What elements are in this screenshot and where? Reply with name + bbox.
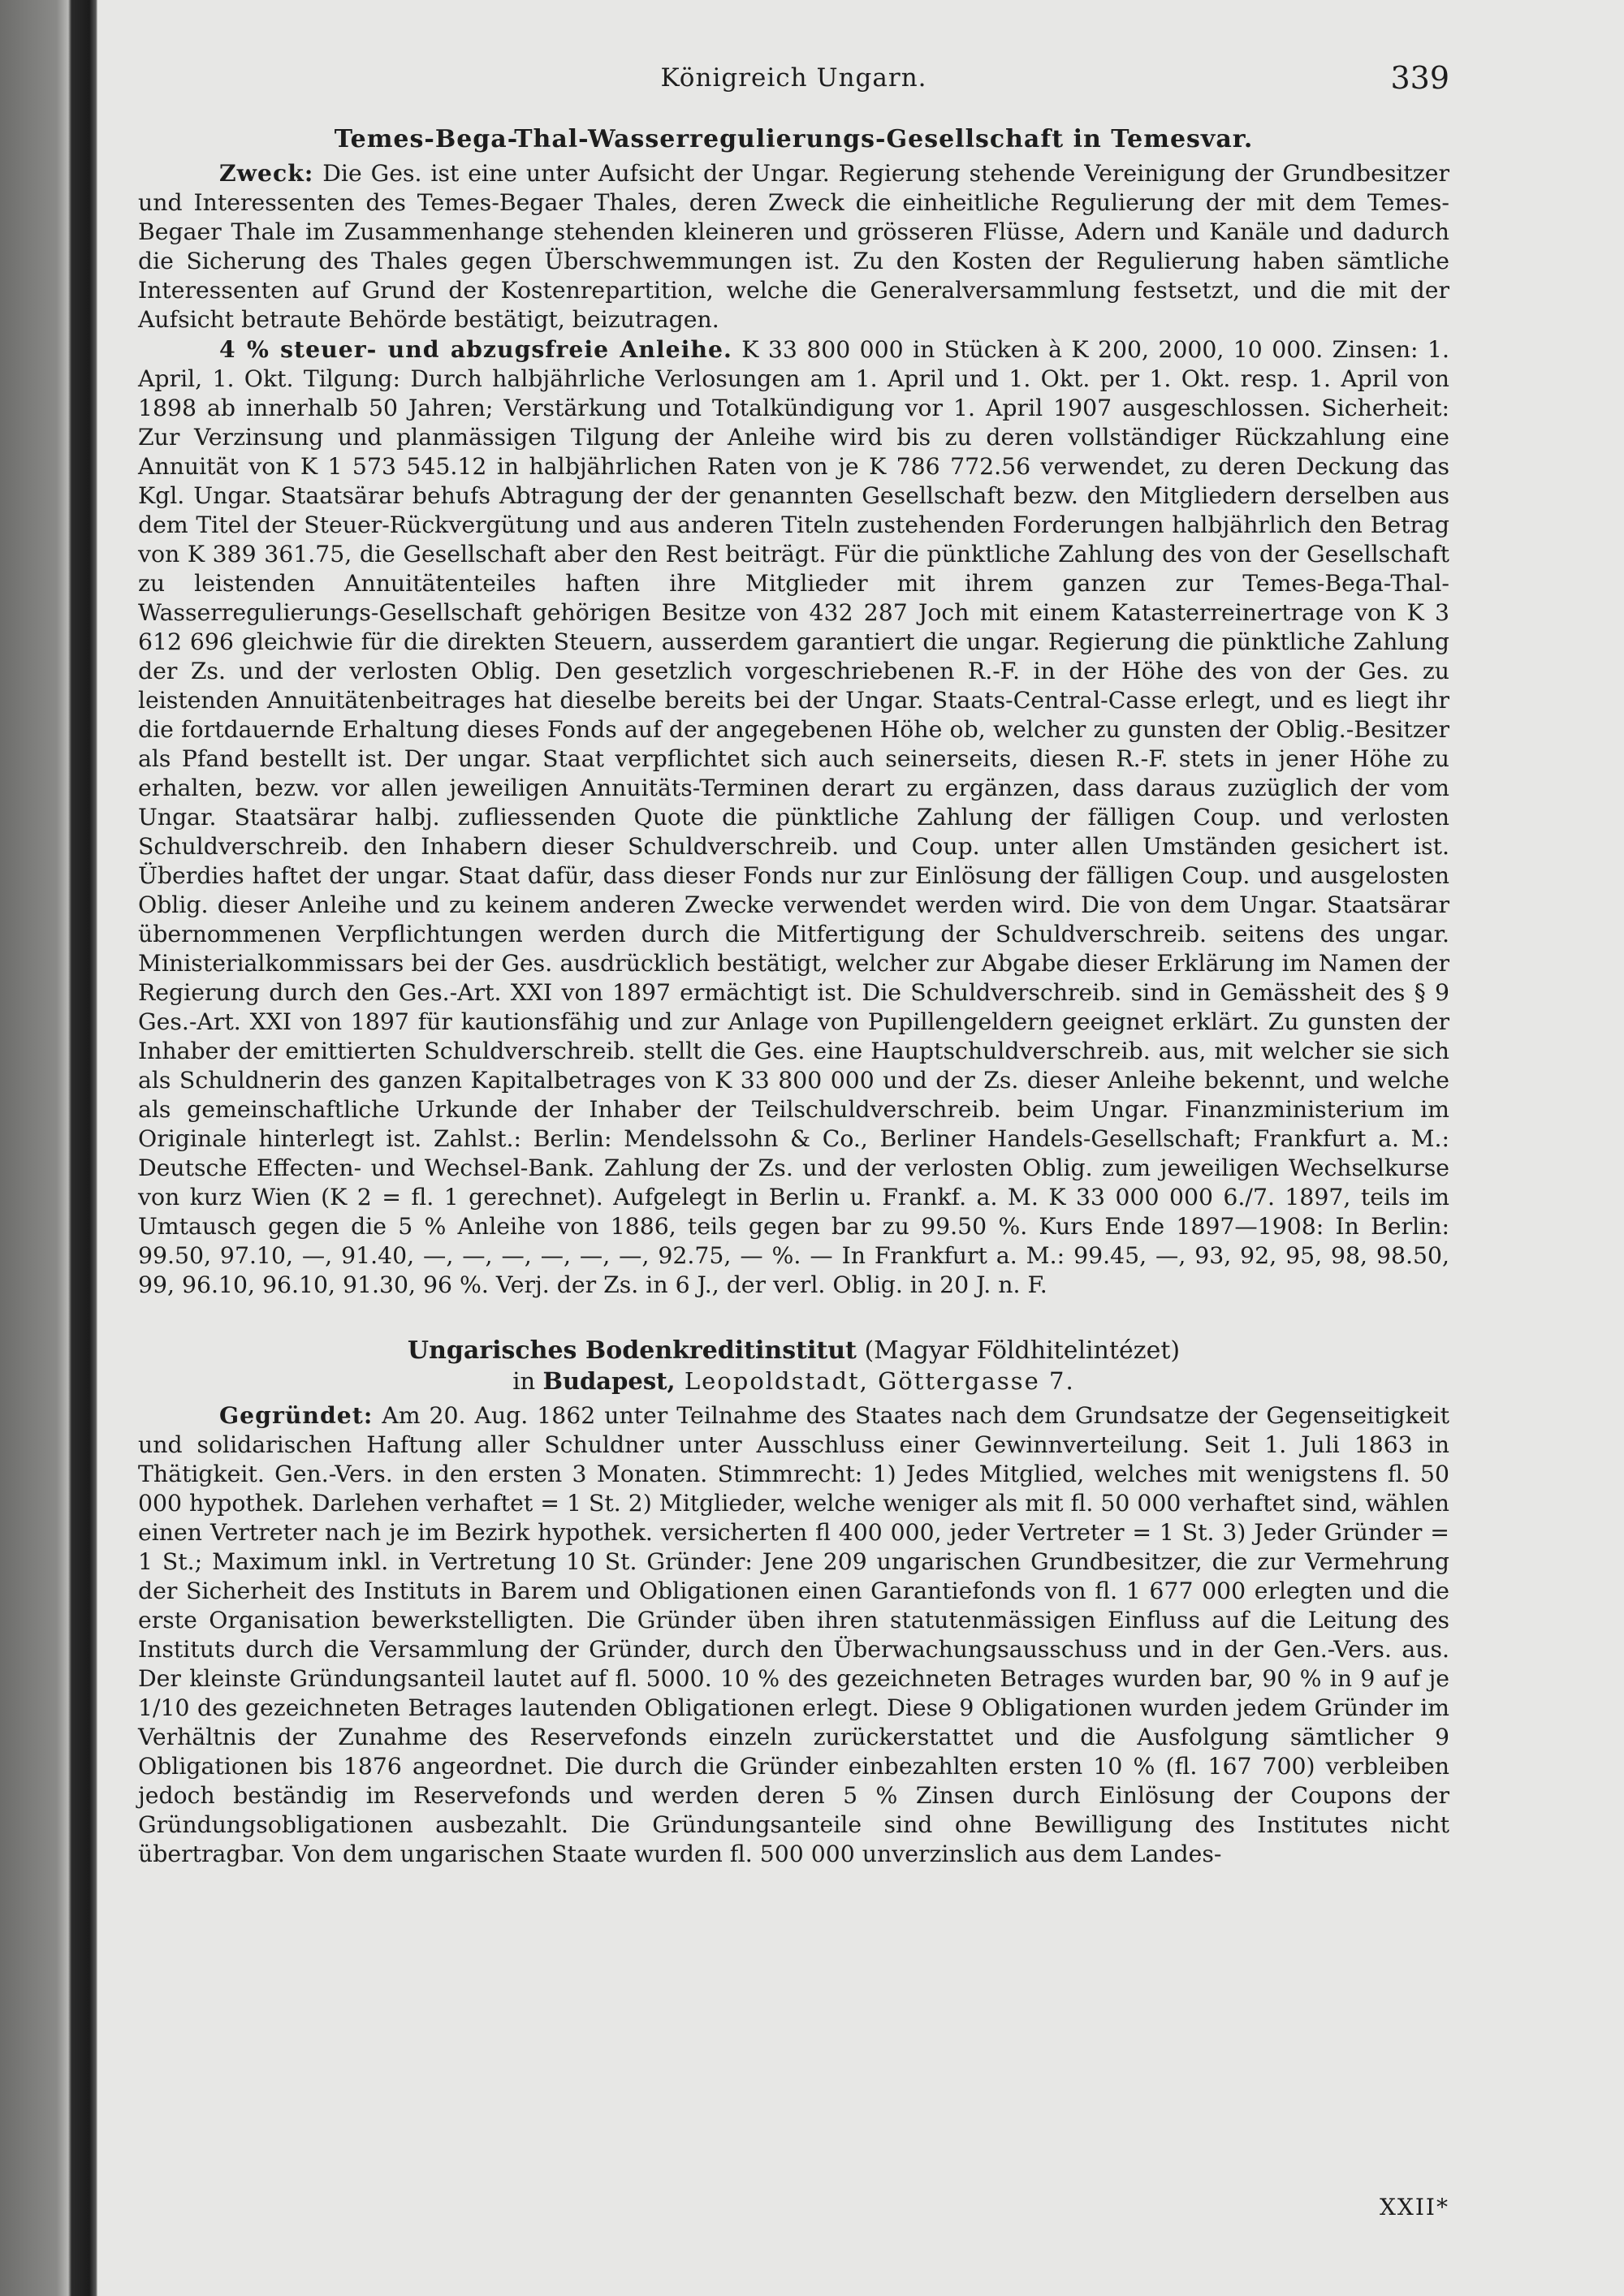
paragraph-zweck <box>138 158 1449 334</box>
section-subtitle-address <box>138 1366 1449 1396</box>
document-page <box>138 57 1449 1869</box>
running-title: Königreich Ungarn. <box>660 63 927 93</box>
paragraph-lead: Gegründet: <box>219 1401 374 1429</box>
paragraph-lead: Zweck: <box>219 159 314 187</box>
section-title-bodenkredit <box>138 1336 1449 1366</box>
paragraph-gegruendet <box>138 1400 1449 1869</box>
paragraph-text: Am 20. Aug. 1862 unter Teilnahme des Staates nach dem Grundsatze der Gegenseitigkeit und solidarischen Haftung aller Schuldner unter Ausschluss einer Gewinnverteilung. Seit 1. Juli 1863 in Thätigkeit. Gen.-Vers. in den ersten 3 Monaten. Stimmrecht: 1) Jedes Mitglied, welches mit wenigstens fl. 50 000 hypothek. Darlehen verhaftet = 1 St. 2) Mitglieder, welche weniger als mit fl. 50 000 verhaftet sind, wählen einen Vertreter nach je im Bezirk hypothek. versicherten fl 400 000, jeder Vertreter = 1 St. 3) Jeder Gründer = 1 St.; Maximum inkl. in Vertretung 10 St. Gründer: Jene 209 ungarischen Grundbesitzer, die zur Vermehrung der Sicherheit des Instituts in Barem und Obligationen einen Garantiefonds von fl. 1 677 000 erlegten und die erste Organisation bewerkstelligten. Die Gründer üben ihren statutenmässigen Einfluss auf die Leitung des Instituts durch die Versammlung der Gründer, durch den Überwachungsausschuss und in der Gen.-Vers. aus. Der kleinste Gründungsanteil lautet auf fl. 5000. 10 % des gezeichneten Betrages wurden bar, 90 % in 9 auf je 1/10 des gezeichneten Betrages lautenden Obligationen erlegt. Diese 9 Obligationen wurden jedem Gründer im Verhältnis der Zunahme des Reservefonds einzeln zurückerstattet und die Ausfolgung sämtlicher 9 Obligationen bis 1876 angeordnet. Die durch die Gründer einbezahlten ersten 10 % (fl. 167 700) verbleiben jedoch beständig im Reservefonds und werden deren 5 % Zinsen durch Einlösung der Coupons der Gründungsobligationen ausbezahlt. Die Gründungsanteile sind ohne Bewilligung des Institutes nicht übertragbar. Von dem ungarischen Staate wurden fl. 500 000 unverzinslich aus dem Landes- <box>138 1402 1449 1867</box>
paragraph-text: K 33 800 000 in Stücken à K 200, 2000, 10 000. Zinsen: 1. April, 1. Okt. Tilgung: Durch halbjährliche Verlosungen am 1. April und 1. Okt. per 1. Okt. resp. 1. April von 1898 ab innerhalb 50 Jahren; Verstärkung und Totalkündigung vor 1. April 1907 ausgeschlossen. Sicherheit: Zur Verzinsung und planmässigen Tilgung der Anleihe wird bis zu deren vollständiger Rückzahlung eine Annuität von K 1 573 545.12 in halbjährlichen Raten von je K 786 772.56 verwendet, zu deren Deckung das Kgl. Ungar. Staatsärar behufs Abtragung der der genannten Gesellschaft bezw. den Mitgliedern derselben aus dem Titel der Steuer-Rückvergütung und aus anderen Titeln zustehenden Forderungen halbjährlich den Betrag von K 389 361.75, die Gesellschaft aber den Rest beiträgt. Für die pünktliche Zahlung des von der Gesellschaft zu leistenden Annuitätenteiles haften ihre Mitglieder mit ihrem ganzen zur Temes-Bega-Thal-Wasserregulierungs-Gesellschaft gehörigen Besitze von 432 287 Joch mit einem Katasterreinertrage von K 3 612 696 gleichwie für die direkten Steuern, ausserdem garantiert die ungar. Regierung die pünktliche Zahlung der Zs. und der verlosten Oblig. Den gesetzlich vorgeschriebenen R.-F. in der Höhe des von der Ges. zu leistenden Annuitätenbeitrages hat dieselbe bereits bei der Ungar. Staats-Central-Casse erlegt, und es liegt ihr die fortdauernde Erhaltung dieses Fonds auf der angegebenen Höhe ob, welcher zu gunsten der Oblig.-Besitzer als Pfand bestellt ist. Der ungar. Staat verpflichtet sich auch seinerseits, diesen R.-F. stets in jener Höhe zu erhalten, bezw. vor allen jeweiligen Annuitäts-Terminen derart zu ergänzen, dass daraus zuzüglich der vom Ungar. Staatsärar halbj. zufliessenden Quote die pünktliche Zahlung der fälligen Coup. und verlosten Schuldverschreib. den Inhabern dieser Schuldverschreib. und Coup. unter allen Umständen gesichert ist. Überdies haftet der ungar. Staat dafür, dass dieser Fonds nur zur Einlösung der fälligen Coup. und ausgelosten Oblig. dieser Anleihe und zu keinem anderen Zwecke verwendet werden wird. Die von dem Ungar. Staatsärar übernommenen Verpflichtungen werden durch die Mitfertigung der Schuldverschreib. seitens des ungar. Ministerialkommissars bei der Ges. ausdrücklich bestätigt, welcher zur Abgabe dieser Erklärung im Namen der Regierung durch den Ges.-Art. XXI von 1897 ermächtigt ist. Die Schuldverschreib. sind in Gemässheit des § 9 Ges.-Art. XXI von 1897 für kautionsfähig und zur Anlage von Pupillengeldern geeignet erklärt. Zu gunsten der Inhaber der emittierten Schuldverschreib. stellt die Ges. eine Hauptschuldverschreib. aus, mit welcher sie sich als Schuldnerin des ganzen Kapitalbetrages von K 33 800 000 und der Zs. dieser Anleihe bekennt, und welche als gemeinschaftliche Urkunde der Inhaber der Teilschuldverschreib. beim Ungar. Finanzministerium im Originale hinterlegt ist. Zahlst.: Berlin: Mendelssohn & Co., Berliner Handels-Gesellschaft; Frankfurt a. M.: Deutsche Effecten- und Wechsel-Bank. Zahlung der Zs. und der verlosten Oblig. zum jeweiligen Wechselkurse von kurz Wien (K 2 = fl. 1 gerechnet). Aufgelegt in Berlin u. Frankf. a. M. K 33 000 000 6./7. 1897, teils im Umtausch gegen die 5 % Anleihe von 1886, teils gegen bar zu 99.50 %. Kurs Ende 1897—1908: In Berlin: 99.50, 97.10, —, 91.40, —, —, —, —, —, —, 92.75, — %. — In Frankfurt a. M.: 99.45, —, 93, 92, 95, 98, 98.50, 99, 96.10, 96.10, 91.30, 96 %. Verj. der Zs. in 6 J., der verl. Oblig. in 20 J. n. F. <box>138 336 1449 1298</box>
paragraph-text: Die Ges. ist eine unter Aufsicht der Ungar. Regierung stehende Vereinigung der Grundbesitzer und Interessenten des Temes-Begaer Thales, deren Zweck die einheitliche Regulierung der mit dem Temes-Begaer Thale im Zusammenhange stehenden kleineren und grösseren Flüsse, Adern und Kanäle und dadurch die Sicherung des Thales gegen Überschwemmungen ist. Zu den Kosten der Regulierung haben sämtliche Interessenten auf Grund der Kostenrepartition, welche die Generalversammlung festsetzt, und die mit der Aufsicht betraute Behörde bestätigt, beizutragen. <box>138 160 1449 333</box>
printer-signature: XXII* <box>1380 2194 1449 2220</box>
running-header <box>138 57 1449 114</box>
subtitle-address: Leopoldstadt, Göttergasse 7. <box>675 1367 1075 1395</box>
subtitle-prefix: in <box>512 1367 543 1395</box>
page-number: 339 <box>1390 60 1449 96</box>
paragraph-anleihe <box>138 334 1449 1300</box>
paragraph-lead: 4 % steuer- und abzugsfreie Anleihe. <box>219 335 732 363</box>
section-title-rest: (Magyar Földhitelintézet) <box>856 1336 1181 1365</box>
section-title-bold: Ungarisches Bodenkreditinstitut <box>407 1336 857 1365</box>
book-binding-edge <box>0 0 97 2296</box>
subtitle-city: Budapest, <box>542 1367 676 1395</box>
section-title-temes-bega: Temes-Bega-Thal-Wasserregulierungs-Gesellschaft in Temesvar. <box>334 125 1254 153</box>
